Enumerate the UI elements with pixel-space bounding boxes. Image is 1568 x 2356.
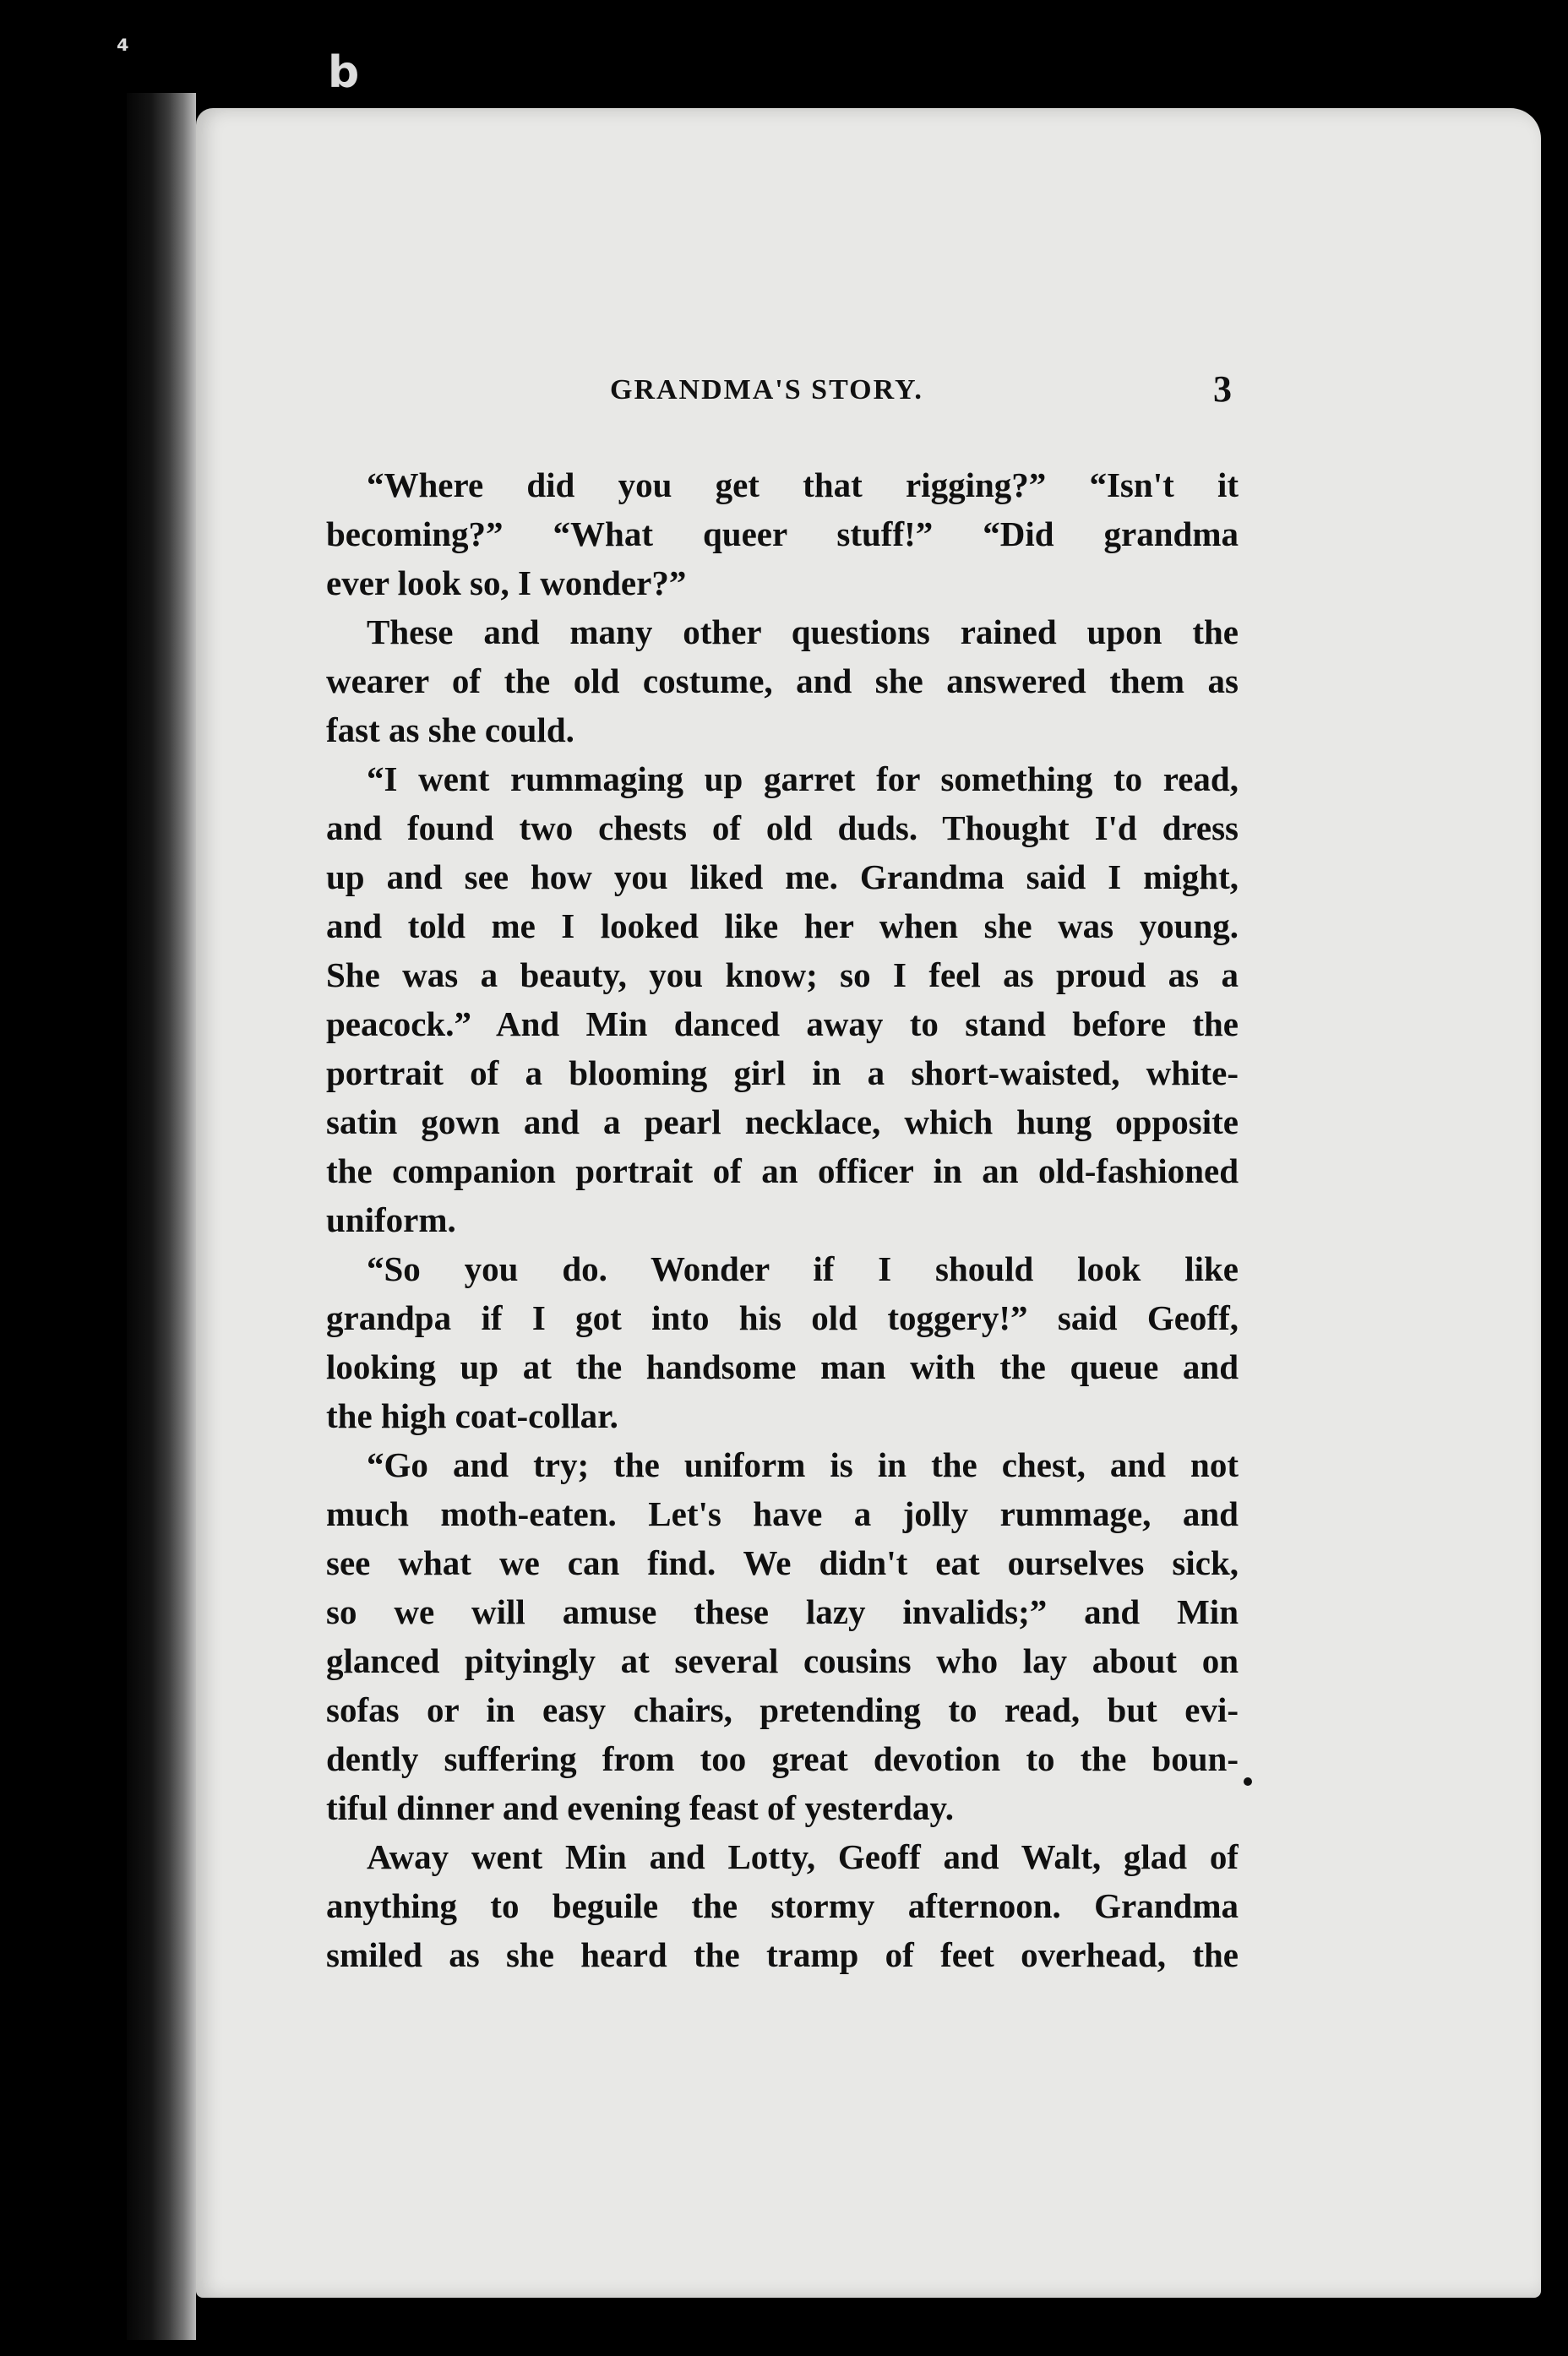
text-line: see what we can find. We didn't eat ourselves sick, bbox=[326, 1543, 1239, 1582]
text-line: “Where did you get that rigging?” “Isn't it bbox=[367, 465, 1239, 504]
text-line: peacock.” And Min danced away to stand before the bbox=[326, 1004, 1239, 1043]
text-line: anything to beguile the stormy afternoon. Grandma bbox=[326, 1886, 1239, 1925]
ink-speck bbox=[1244, 1777, 1252, 1786]
book-text bbox=[326, 460, 1239, 1979]
text-line: the companion portrait of an officer in an old-fashioned bbox=[326, 1151, 1239, 1190]
left-scan-mark: ⁴ bbox=[117, 34, 129, 68]
text-line: Away went Min and Lotty, Geoff and Walt, glad of bbox=[367, 1837, 1239, 1876]
text-line: These and many other questions rained upon the bbox=[367, 612, 1239, 651]
running-title: GRANDMA'S STORY. bbox=[610, 374, 923, 405]
text-line: much moth-eaten. Let's have a jolly rummage, and bbox=[326, 1494, 1239, 1533]
page-header bbox=[326, 367, 1239, 413]
text-line: fast as she could. bbox=[326, 710, 574, 749]
text-line: and told me I looked like her when she was young. bbox=[326, 906, 1239, 945]
text-line: ever look so, I wonder?” bbox=[326, 563, 687, 602]
text-line: tiful dinner and evening feast of yesterday. bbox=[326, 1788, 954, 1827]
text-line: “I went rummaging up garret for something to read, bbox=[367, 759, 1239, 798]
page-number: 3 bbox=[1213, 368, 1232, 410]
text-line: looking up at the handsome man with the queue and bbox=[326, 1347, 1239, 1386]
text-line: so we will amuse these lazy invalids;” and Min bbox=[326, 1592, 1239, 1631]
text-line: the high coat-collar. bbox=[326, 1396, 618, 1435]
text-line: satin gown and a pearl necklace, which hung opposite bbox=[326, 1102, 1239, 1141]
text-line: “Go and try; the uniform is in the chest, and not bbox=[367, 1445, 1239, 1484]
text-line: dently suffering from too great devotion to the boun- bbox=[326, 1739, 1239, 1778]
text-line: wearer of the old costume, and she answered them as bbox=[326, 661, 1239, 700]
book-spine-shadow bbox=[127, 93, 196, 2340]
text-line: portrait of a blooming girl in a short-waisted, white- bbox=[326, 1053, 1239, 1092]
text-line: She was a beauty, you know; so I feel as proud as a bbox=[326, 955, 1239, 994]
text-line: becoming?” “What queer stuff!” “Did grandma bbox=[326, 514, 1239, 553]
text-line: uniform. bbox=[326, 1200, 456, 1239]
text-line: grandpa if I got into his old toggery!” said Geoff, bbox=[326, 1298, 1239, 1337]
top-scan-mark: b bbox=[328, 47, 360, 98]
text-line: sofas or in easy chairs, pretending to read, but evi- bbox=[326, 1690, 1239, 1729]
text-line: smiled as she heard the tramp of feet overhead, the bbox=[326, 1935, 1239, 1974]
text-line: glanced pityingly at several cousins who lay about on bbox=[326, 1641, 1239, 1680]
text-line: up and see how you liked me. Grandma said I might, bbox=[326, 857, 1239, 896]
text-line: and found two chests of old duds. Thought I'd dress bbox=[326, 808, 1239, 847]
text-line: “So you do. Wonder if I should look like bbox=[367, 1249, 1239, 1288]
